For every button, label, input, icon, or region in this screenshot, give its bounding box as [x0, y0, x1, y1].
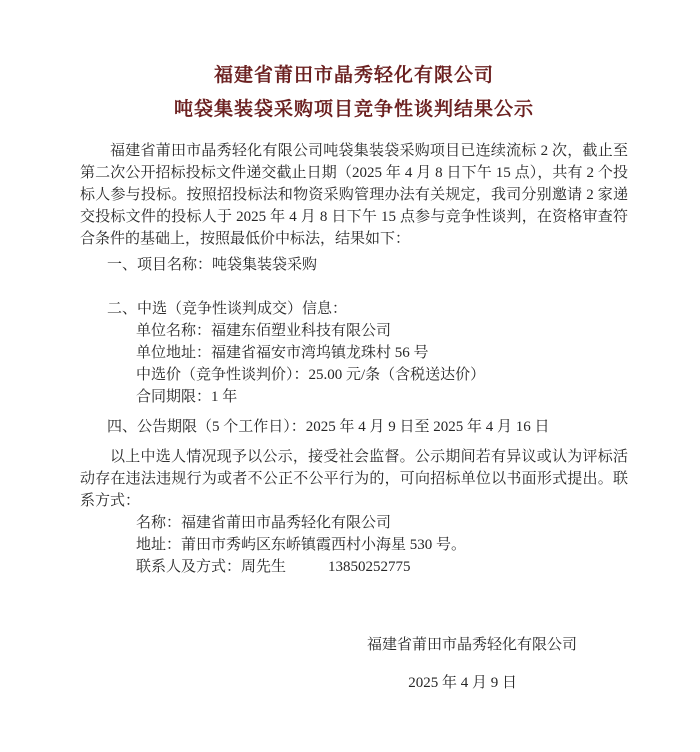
winner-company-name: 单位名称：福建东佰塑业科技有限公司 — [136, 323, 392, 339]
contact-person-label: 联系人及方式：周先生 — [136, 559, 287, 575]
section-4-notice-period: 四、公告期限（5 个工作日）：2025 年 4 月 9 日至 2025 年 4 月 16 日 — [107, 419, 550, 435]
closing-paragraph: 以上中选人情况现予以公示，接受社会监督。公示期间若有异议或认为评标活动存在违法违规行为或者不公正不公平行为的，可向招标单位以书面形式提出。联系方式： — [80, 449, 628, 509]
signature-date: 2025 年 4 月 9 日 — [408, 675, 517, 691]
section-2-heading: 二、中选（竞争性谈判成交）信息： — [107, 301, 348, 317]
winning-price: 中选价（竞争性谈判价）：25.00 元/条（含税送达价） — [136, 367, 486, 383]
contract-term: 合同期限：1 年 — [136, 389, 238, 405]
contact-address-line: 地址：莆田市秀屿区东峤镇霞西村小海星 530 号。 — [136, 537, 467, 553]
spacer — [286, 556, 328, 578]
contact-phone-number: 13850252775 — [328, 559, 411, 575]
intro-paragraph: 福建省莆田市晶秀轻化有限公司吨袋集装袋采购项目已连续流标 2 次，截止至第二次公开招标投标文件递交截止日期（2025 年 4 月 8 日下午 15 点），共有 2 个投标人参与投标。按照招投标法和物资采购管理办法有关规定，我司分别邀请 2 家递交投标文件的投标人于 2025 年 4 月 8 日下午 15 点参与竞争性谈判，在资格审查符合条件的基础上，按照最低价中标法，结果如下： — [80, 143, 628, 247]
section-1-project-name: 一、项目名称：吨袋集装袋采购 — [107, 257, 318, 273]
document-title-company: 福建省莆田市晶秀轻化有限公司 — [213, 65, 494, 86]
document-title-subject: 吨袋集装袋采购项目竞争性谈判结果公示 — [173, 99, 534, 120]
contact-name-line: 名称：福建省莆田市晶秀轻化有限公司 — [136, 515, 392, 531]
winner-company-address: 单位地址：福建省福安市湾坞镇龙珠村 56 号 — [136, 345, 429, 361]
signature-company: 福建省莆田市晶秀轻化有限公司 — [366, 637, 577, 653]
contact-person-line — [80, 556, 628, 578]
